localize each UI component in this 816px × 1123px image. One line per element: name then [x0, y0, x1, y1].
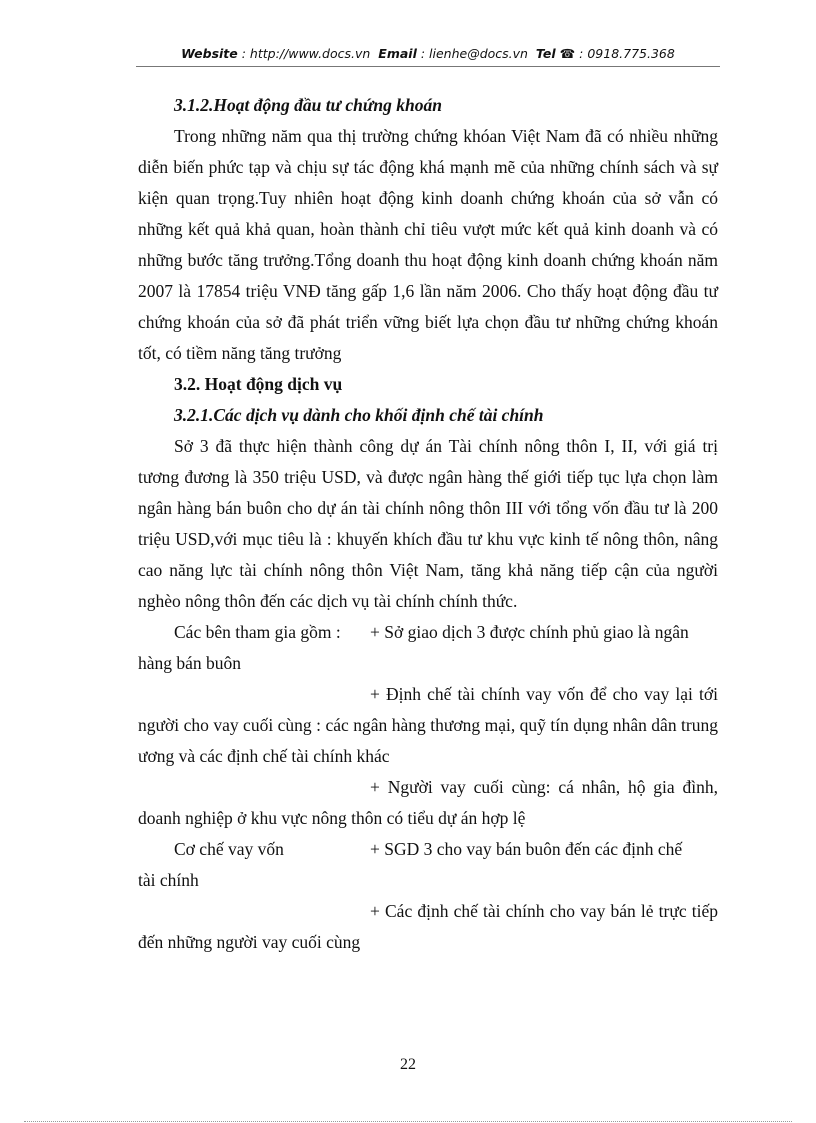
phone-icon: ☎ [559, 46, 576, 61]
paragraph-securities-investment: Trong những năm qua thị trường chứng khóan Việt Nam đã có nhiều những diễn biến phức tạp và chịu sự tác động khá mạnh mẽ của những chính sách và sự kiện quan trọng.Tuy nhiên hoạt động kinh doanh chứng khoán của sở vẫn có những kết quả khả quan, hoàn thành chỉ tiêu vượt mức kết quả kinh doanh và có những bước tăng trưởng.Tổng doanh thu hoạt động kinh doanh chứng khoán năm 2007 là 17854 triệu VNĐ tăng gấp 1,6 lần năm 2006. Cho thấy hoạt động đầu tư chứng khoán của sở đã phát triển vững biết lựa chọn đầu tư những chứng khoán tốt, có tiềm năng tăng trưởng [138, 126, 718, 363]
email-label: Email [378, 46, 417, 61]
tel-value: 0918.775.368 [587, 46, 675, 61]
website-url[interactable]: http://www.docs.vn [249, 46, 371, 61]
mechanism-item-1: + SGD 3 cho vay bán buôn đến các định chế [370, 839, 683, 859]
participants-item-3: + Người vay cuối cùng: cá nhân, hộ gia đình, doanh nghiệp ở khu vực nông thôn có tiểu dự án hợp lệ [138, 777, 718, 828]
participants-row [138, 617, 718, 648]
email-value[interactable]: lienhe@docs.vn [429, 46, 528, 61]
participants-item-1-continuation: hàng bán buôn [138, 653, 242, 673]
section-heading-3-2: 3.2. Hoạt động dịch vụ [174, 374, 343, 394]
page-number: 22 [400, 1056, 416, 1073]
document-body [138, 90, 718, 958]
section-heading-3-1-2: 3.1.2.Hoạt động đầu tư chứng khoán [174, 95, 442, 115]
header-divider [136, 66, 720, 67]
participants-item-2: + Định chế tài chính vay vốn để cho vay lại tới người cho vay cuối cùng : các ngân hàng thương mại, quỹ tín dụng nhân dân trung ương và các định chế tài chính khác [138, 684, 718, 766]
mechanism-label: Cơ chế vay vốn [174, 839, 284, 859]
section-heading-3-2-1: 3.2.1.Các dịch vụ dành cho khối định chế tài chính [174, 405, 544, 425]
participants-label: Các bên tham gia gồm : [174, 622, 341, 642]
mechanism-item-2: + Các định chế tài chính cho vay bán lẻ trực tiếp đến những người vay cuối cùng [138, 901, 718, 952]
participants-item-1: + Sở giao dịch 3 được chính phủ giao là ngân [370, 622, 689, 642]
mechanism-item-1-continuation: tài chính [138, 870, 199, 890]
paragraph-rural-finance-project: Sở 3 đã thực hiện thành công dự án Tài chính nông thôn I, II, với giá trị tương đương là 350 triệu USD, và được ngân hàng thế giới tiếp tục lựa chọn làm ngân hàng bán buôn cho dự án tài chính nông thôn III với tổng vốn đầu tư là 200 triệu USD,với mục tiêu là : khuyến khích đầu tư khu vực kinh tế nông thôn, nâng cao năng lực tài chính nông thôn Việt Nam, tăng khả năng tiếp cận của người nghèo nông thôn đến các dịch vụ tài chính chính thức. [138, 436, 718, 611]
website-label: Website [181, 46, 238, 61]
page-header: Website : http://www.docs.vn Email : lienhe@docs.vn Tel ☎ : 0918.775.368 [181, 46, 675, 61]
tel-label: Tel [535, 46, 556, 61]
mechanism-row [138, 834, 718, 865]
page-bottom-divider [24, 1121, 792, 1122]
